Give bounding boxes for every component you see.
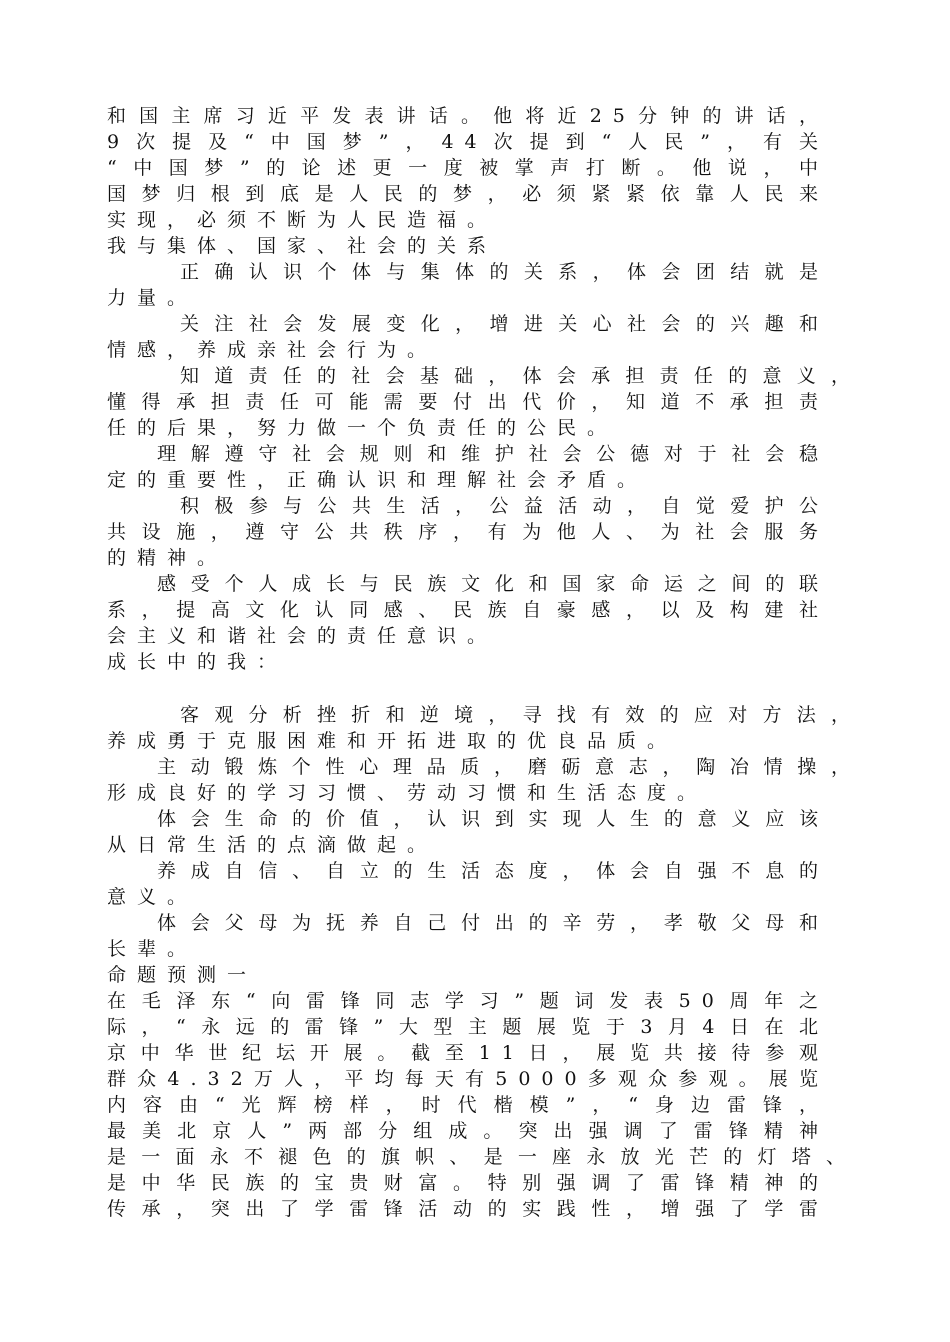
text-line: 正确认识个体与集体的关系，体会团结就是: [180, 261, 829, 283]
section-heading: 命题预测一: [107, 964, 258, 986]
text-line: 从日常生活的点滴做起。: [107, 834, 438, 856]
text-line: 定的重要性，正确认识和理解社会矛盾。: [107, 469, 648, 491]
text-line: 养成自信、自立的生活态度，体会自强不息的: [157, 860, 829, 882]
text-line: 系，提高文化认同感、民族自豪感，以及构建社: [107, 599, 829, 621]
text-line: 京中华世纪坛开展。截至11日，展览共接待参观: [107, 1042, 829, 1064]
text-line: 力量。: [107, 287, 198, 309]
text-line: 感受个人成长与民族文化和国家命运之间的联: [157, 573, 829, 595]
text-line: 实现，必须不断为人民造福。: [107, 209, 498, 231]
text-line: 体会父母为抚养自己付出的辛劳，孝敬父母和: [157, 912, 829, 934]
text-line: 群众4.32万人，平均每天有5000多观众参观。展览: [107, 1068, 829, 1090]
text-line: “中国梦”的论述更一度被掌声打断。他说，中: [107, 157, 829, 179]
text-line: 形成良好的学习习惯、劳动习惯和生活态度。: [107, 782, 708, 804]
text-line: 9次提及“中国梦”，44次提到“人民”，有关: [107, 131, 829, 153]
text-line: 理解遵守社会规则和维护社会公德对于社会稳: [157, 443, 829, 465]
text-line: 共设施，遵守公共秩序，有为他人、为社会服务: [107, 521, 829, 543]
text-line: 最美北京人”两部分组成。突出强调了雷锋精神: [107, 1120, 829, 1142]
text-line: 的精神。: [107, 547, 228, 569]
text-line: 国梦归根到底是人民的梦，必须紧紧依靠人民来: [107, 183, 829, 205]
text-line: 内容由“光辉榜样，时代楷模”，“身边雷锋，: [107, 1094, 829, 1116]
text-line: 积极参与公共生活，公益活动，自觉爱护公: [180, 495, 829, 517]
text-line: 体会生命的价值，认识到实现人生的意义应该: [157, 808, 829, 830]
text-line: 长辈。: [107, 938, 198, 960]
text-line: 关注社会发展变化，增进关心社会的兴趣和: [180, 313, 829, 335]
text-line: 传承，突出了学雷锋活动的实践性，增强了学雷: [107, 1198, 829, 1220]
text-line: 在毛泽东“向雷锋同志学习”题词发表50周年之: [107, 990, 829, 1012]
text-line: 和国主席习近平发表讲话。他将近25分钟的讲话，: [107, 105, 829, 127]
text-line: 主动锻炼个性心理品质，磨砺意志，陶冶情操，: [157, 756, 861, 778]
section-heading: 成长中的我：: [107, 651, 288, 673]
text-line: 知道责任的社会基础，体会承担责任的意义，: [180, 365, 861, 387]
text-line: 是一面永不褪色的旗帜、是一座永放光芒的灯塔、: [107, 1146, 856, 1168]
text-line: 意义。: [107, 886, 198, 908]
text-line: 懂得承担责任可能需要付出代价，知道不承担责: [107, 391, 829, 413]
text-line: 是中华民族的宝贵财富。特别强调了雷锋精神的: [107, 1172, 829, 1194]
text-line: 际，“永远的雷锋”大型主题展览于3月4日在北: [107, 1016, 829, 1038]
section-heading: 我与集体、国家、社会的关系: [107, 235, 498, 257]
text-line: 养成勇于克服困难和开拓进取的优良品质。: [107, 730, 678, 752]
text-line: 情感，养成亲社会行为。: [107, 339, 438, 361]
text-line: 任的后果，努力做一个负责任的公民。: [107, 417, 618, 439]
text-line: 会主义和谐社会的责任意识。: [107, 625, 498, 647]
text-line: 客观分析挫折和逆境，寻找有效的应对方法，: [180, 704, 861, 726]
